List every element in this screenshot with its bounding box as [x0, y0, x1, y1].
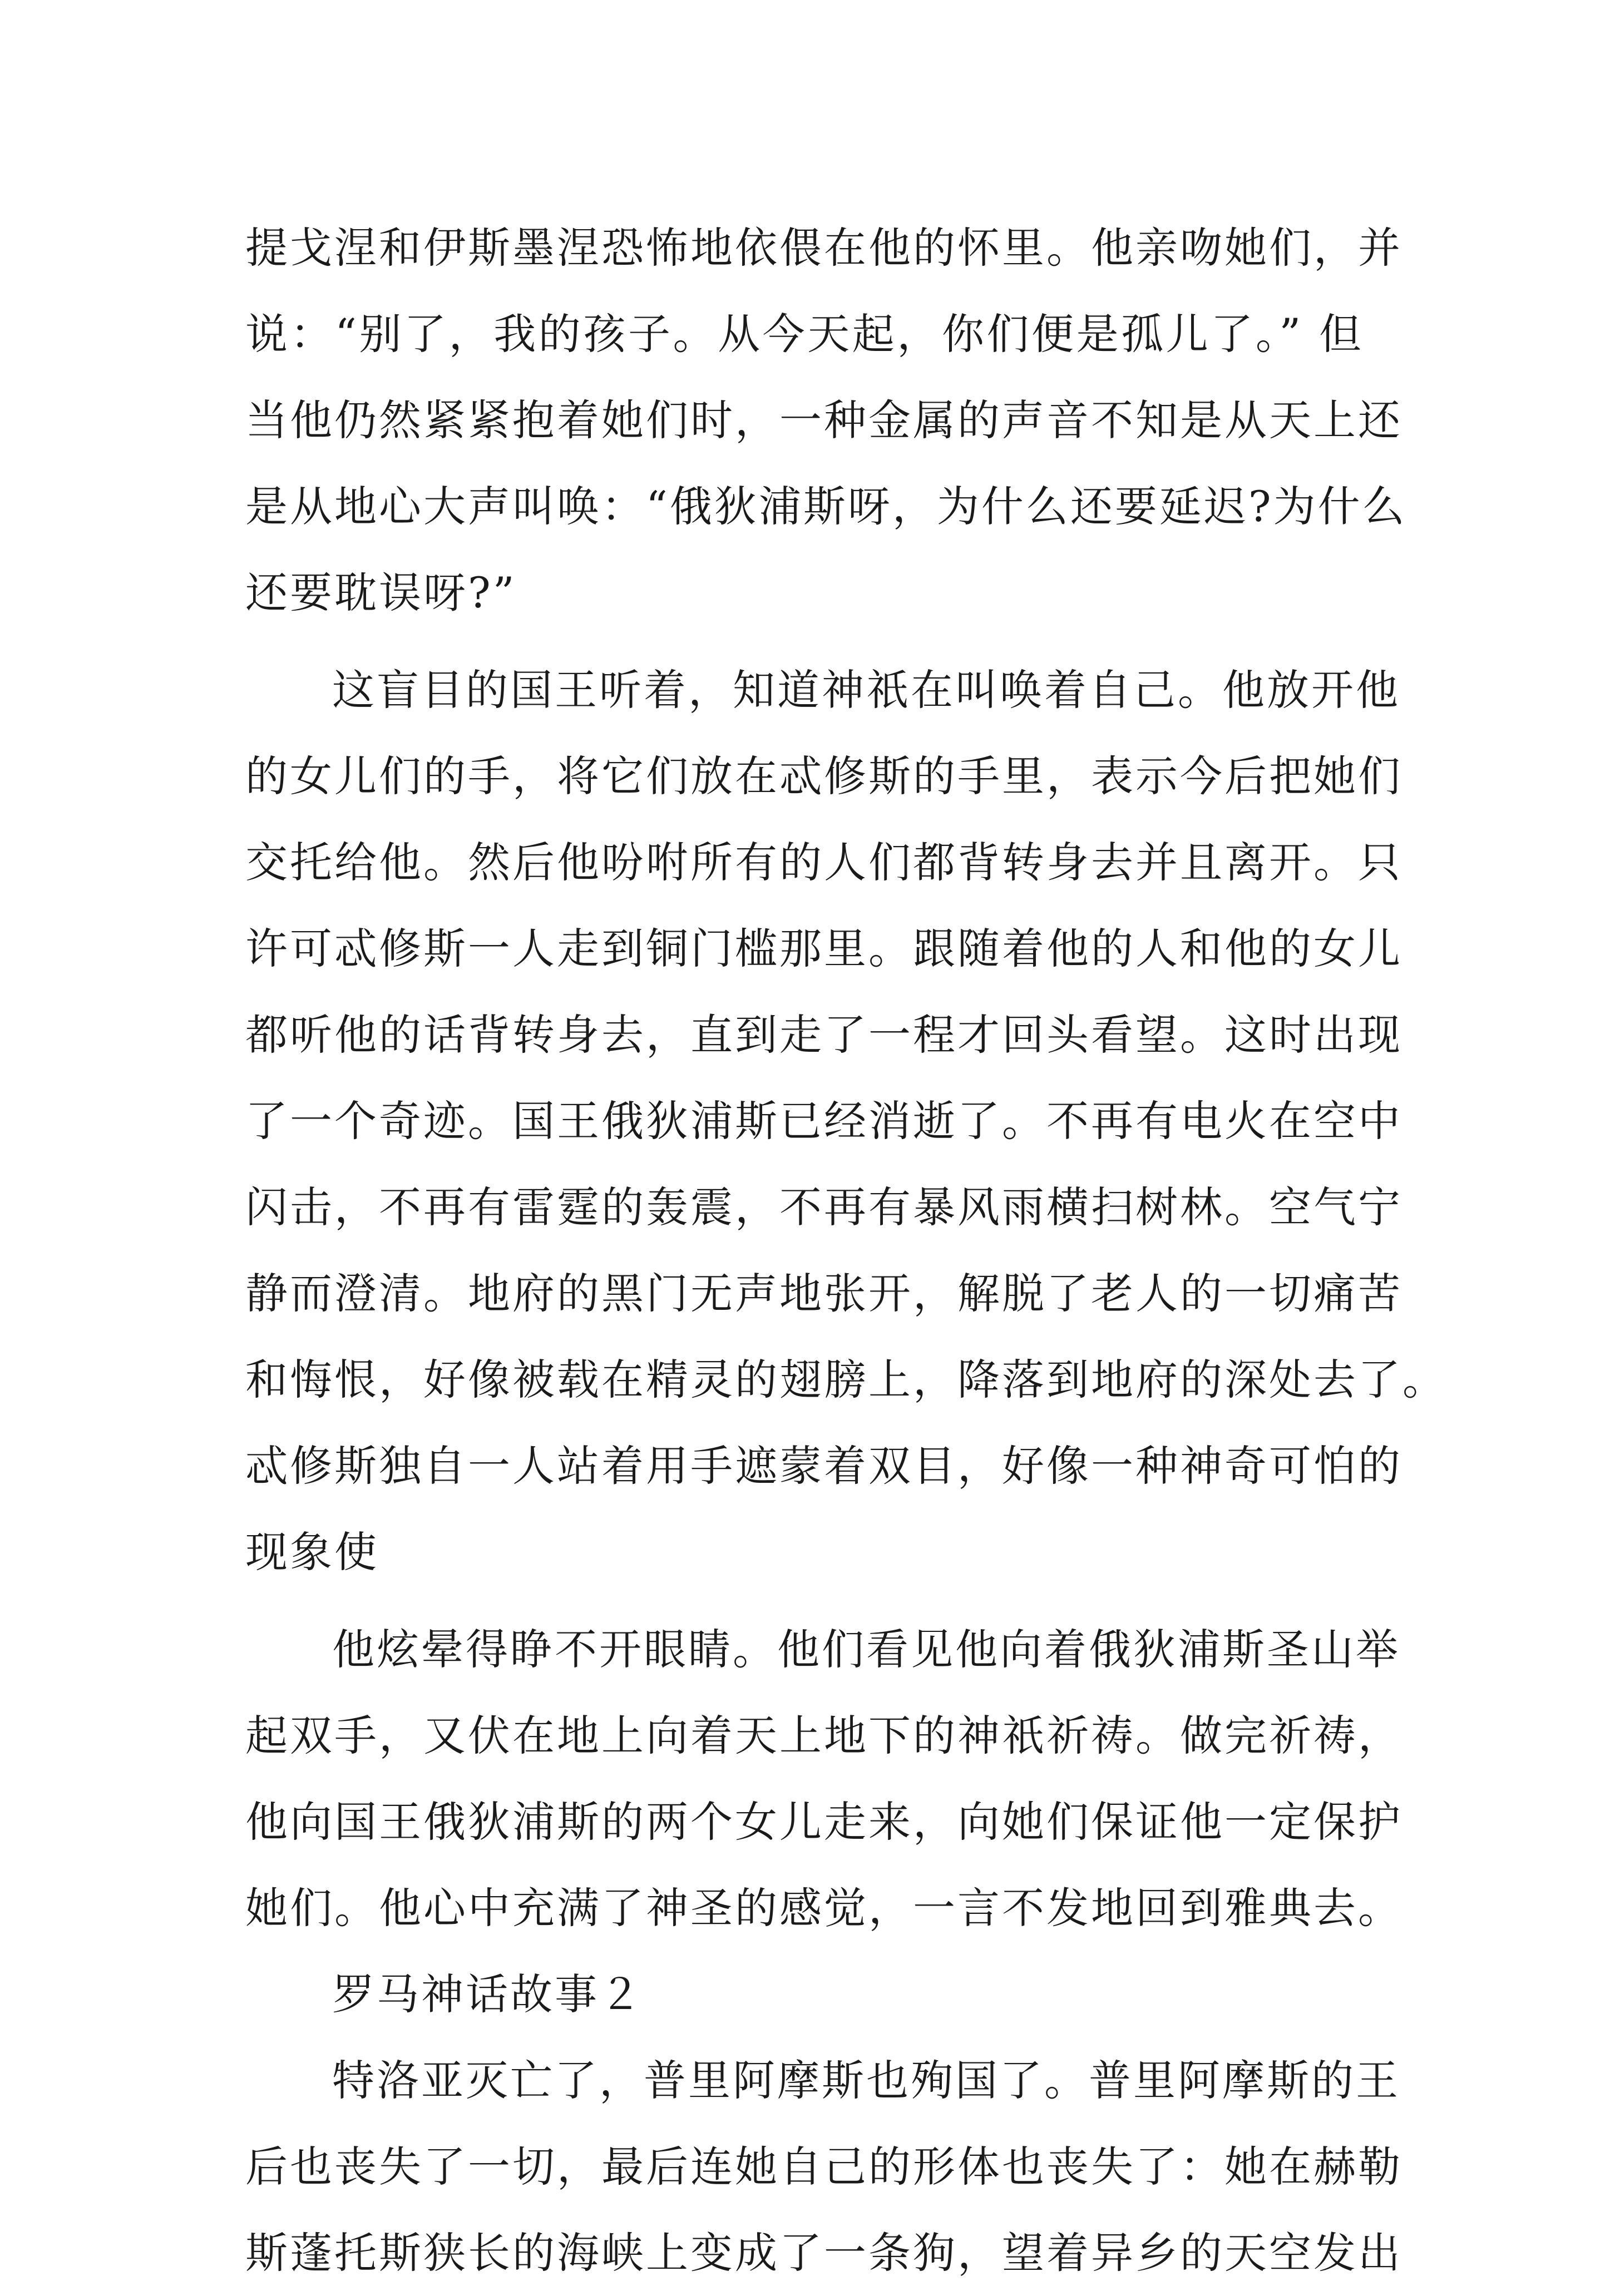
text-line: 他炫晕得睁不开眼睛。他们看见他向着俄狄浦斯圣山举 — [332, 1625, 1400, 1674]
text-line: 还要耽误呀?” — [245, 568, 517, 617]
text-line: 特洛亚灭亡了，普里阿摩斯也殉国了。普里阿摩斯的王 — [332, 2056, 1400, 2105]
text-line: 忒修斯独自一人站着用手遮蒙着双目，好像一种神奇可怕的 — [245, 1441, 1402, 1491]
text-line: 和悔恨，好像被载在精灵的翅膀上，降落到地府的深处去了。 — [245, 1355, 1447, 1404]
text-line: 她们。他心中充满了神圣的感觉，一言不发地回到雅典去。 — [245, 1883, 1402, 1933]
text-line: 交托给他。然后他吩咐所有的人们都背转身去并且离开。只 — [245, 838, 1402, 887]
paragraph — [245, 2037, 1402, 2296]
text-line: 他向国王俄狄浦斯的两个女儿走来，向她们保证他一定保护 — [245, 1797, 1402, 1847]
text-line: 许可忒修斯一人走到铜门槛那里。跟随着他的人和他的女儿 — [245, 924, 1402, 973]
heading-text: 罗马神话故事２ — [332, 1970, 644, 2019]
section-heading — [245, 1951, 1364, 2037]
text-line: 后也丧失了一切，最后连她自己的形体也丧失了：她在赫勒 — [245, 2142, 1402, 2191]
text-line: 说：“别了，我的孩子。从今天起，你们便是孤儿了。” 但 — [245, 309, 1364, 359]
text-line: 现象使 — [245, 1527, 379, 1577]
text-line: 起双手，又伏在地上向着天上地下的神祇祈祷。做完祈祷， — [245, 1711, 1402, 1760]
text-line: 这盲目的国王听着，知道神祇在叫唤着自己。他放开他 — [332, 665, 1400, 715]
text-line: 静而澄清。地府的黑门无声地张开，解脱了老人的一切痛苦 — [245, 1269, 1402, 1318]
text-line: 的女儿们的手，将它们放在忒修斯的手里，表示今后把她们 — [245, 751, 1402, 801]
text-line: 是从地心大声叫唤：“俄狄浦斯呀，为什么还要延迟?为什么 — [245, 482, 1407, 531]
paragraph — [245, 1606, 1402, 1951]
text-line: 当他仍然紧紧抱着她们时，一种金属的声音不知是从天上还 — [245, 395, 1402, 445]
text-line: 了一个奇迹。国王俄狄浦斯已经消逝了。不再有电火在空中 — [245, 1096, 1402, 1146]
text-line: 提戈涅和伊斯墨涅恐怖地依偎在他的怀里。他亲吻她们，并 — [245, 223, 1402, 273]
paragraph — [245, 647, 1447, 1595]
text-line: 闪击，不再有雷霆的轰震，不再有暴风雨横扫树林。空气宁 — [245, 1182, 1402, 1232]
document-body — [245, 205, 1447, 2296]
text-line: 斯蓬托斯狭长的海峡上变成了一条狗，望着异乡的天空发出 — [245, 2228, 1402, 2278]
paragraph — [245, 205, 1407, 636]
text-line: 都听他的话背转身去，直到走了一程才回头看望。这时出现 — [245, 1010, 1402, 1060]
